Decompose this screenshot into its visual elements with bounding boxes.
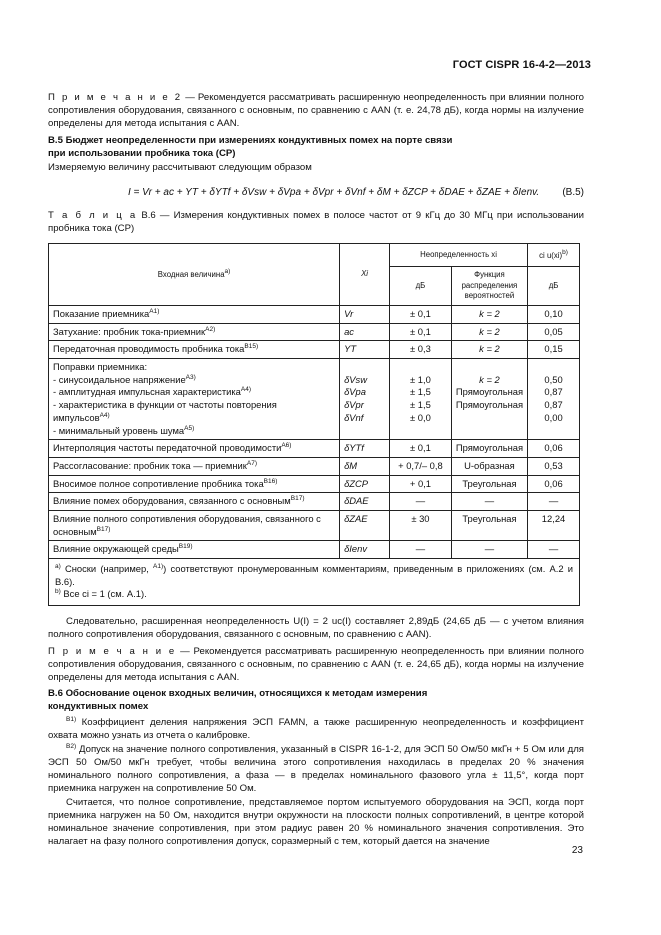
- table-row: Рассогласование: пробник тока — приемник$^{A7)}$ δM + 0,7/– 0,8 U-образная 0,53: [49, 457, 580, 475]
- section-title-line: B.6 Обоснование оценок входных величин, относящихся к методам измерения: [48, 688, 428, 699]
- table-header-row: [49, 244, 580, 267]
- note-text: — Рекомендуется рассматривать расширенную неопределенность при влиянии полного сопротивления оборудования, связанного с основным, по сравнению с AAN (т. е. 24,78 дБ), когда нормы на излучение определены для метода испытания с AAN.: [48, 92, 584, 129]
- note-2: [48, 92, 584, 131]
- section-b5-title: [48, 135, 584, 161]
- note-text: — Рекомендуется рассматривать расширенную неопределенность при влиянии полного сопротивления оборудования, связанного с основным, по сравнению с AAN (т. е. 24,65 дБ), когда нормы на излучение определены для метода испытания с AAN.: [48, 646, 585, 683]
- note: [48, 646, 584, 685]
- formula-text: I = Vr + ac + YT + δYTf + δVsw + δVpa + δVpr + δVnf + δM + δZCP + δDAE + δZAE + δIenv.: [128, 187, 540, 198]
- section-title-line: B.5 Бюджет неопределенности при измерениях кондуктивных помех на порте связи: [48, 135, 453, 146]
- table-row: Влияние полного сопротивления оборудования, связанного с основным$^{B17)}$ δZAE ± 30 Треугольная 12,24: [49, 510, 580, 540]
- header-db: дБ: [390, 267, 452, 306]
- header-uncertainty: Неопределенность xi: [390, 244, 528, 267]
- section-title-line: кондуктивных помех: [48, 700, 149, 712]
- table-caption-text: В.6 — Измерения кондуктивных помех в полосе частот от 9 кГц до 30 МГц при использовании пробника тока (СР): [48, 210, 584, 234]
- table-row: Передаточная проводимость пробника тока$^{B15)}$ YT ± 0,3 k = 2 0,15: [49, 341, 580, 359]
- section-b5-intro: Измеряемую величину рассчитывают следующим образом: [48, 162, 312, 173]
- table-row-receiver-corrections: Поправки приемника: - синусоидальное напряжение$^{A3)}$ - амплитудная импульсная характеристика$^{A4)}$ - характеристика в функции от частоты повторения импульсов$^{A4)}$ - минимальный уровень шума$^{A5)}$ δVsw δVpa δVpr δVnf ± 1,0 ± 1,5 ± 1,5 ± 0,0 k = 2 Прямоугольная Прямоугольная 0,50 0,87 0,87 0,00: [49, 359, 580, 440]
- table-row: Влияние окружающей среды$^{B19)}$ δIenv — — —: [49, 541, 580, 559]
- uncertainty-table: [48, 243, 580, 606]
- table-row: Вносимое полное сопротивление пробника тока$^{B16)}$ δZCP + 0,1 Треугольная 0,06: [49, 475, 580, 493]
- paragraph-b2-continued: Считается, что полное сопротивление, представляемое портом испытуемого оборудования на ЭСП, когда порт приемника нагружен на 50 Ом, находится внутри окружности на плоскости полных сопротивлений, в центре которой номинальное значение сопротивления, при этом радиус равен 20 % номинального значения сопротивления. Это налагает на фазу полного сопротивления допуск, соразмерный с тем, который дается на значение: [48, 797, 584, 847]
- header-db-2: дБ: [528, 267, 580, 306]
- table-row: Затухание: пробник тока-приемник$^{A2)}$ ac ± 0,1 k = 2 0,05: [49, 323, 580, 341]
- table-row: Показание приемника$^{A1)}$ Vr ± 0,1 k = 2 0,10: [49, 306, 580, 324]
- header-ci-u: ci u(xi)$^{b)}$: [528, 244, 580, 267]
- header-distribution: Функция распределения вероятностей: [451, 267, 527, 306]
- section-title-line: при использовании пробника тока (СР): [48, 147, 236, 159]
- note-label: П р и м е ч а н и е: [48, 646, 177, 657]
- note-label: П р и м е ч а н и е 2: [48, 92, 183, 103]
- expanded-uncertainty-paragraph: Следовательно, расширенная неопределенность U(I) = 2 uc(I) составляет 2,89дБ (24,65 дБ — с учетом влияния полного сопротивления оборудования, связанного с основным, по сравнению с AAN).: [48, 616, 584, 640]
- section-b6-title: [48, 688, 584, 714]
- footnote-b: $^{b)}$ Все ci = 1 (см. А.1).: [55, 588, 147, 600]
- header-input: Входная величина$^{a)}$: [49, 244, 340, 306]
- header-xi: Xi: [340, 244, 390, 306]
- table-caption: [48, 210, 584, 236]
- document-header: ГОСТ CISPR 16-4-2—2013: [452, 59, 591, 71]
- paragraph-b2: $^{B2)}$ Допуск на значение полного сопротивления, указанный в CISPR 16-1-2, для ЭСП 50 Ом/50 мкГн + 5 Ом или для ЭСП 50 Ом/50 мкГн требует, чтобы величина этого сопротивления находилась в пределах 20 % значения номинального полного сопротивления, а фаза — в пределах номинального фазового угла ± 11,5°, когда порт приемника нагружен на сопротивление 50 Ом.: [48, 743, 584, 794]
- paragraph-b1: $^{B1)}$ Коэффициент деления напряжения ЭСП FAMN, а также расширенную неопределенность и коэффициент охвата можно узнать из отчета о калибровке.: [48, 716, 584, 741]
- table-caption-label: Т а б л и ц а: [48, 210, 138, 221]
- table-footnotes: [49, 559, 580, 606]
- page-number: 23: [571, 845, 583, 856]
- table-row: Интерполяция частоты передаточной проводимости$^{A6)}$ δYTf ± 0,1 Прямоугольная 0,06: [49, 440, 580, 458]
- table-row: Влияние помех оборудования, связанного с основным$^{B17)}$ δDAE — — —: [49, 493, 580, 511]
- formula-number: (B.5): [562, 187, 584, 198]
- footnote-a: $^{a)}$ Сноски (например, $^{A1)}$) соответствуют пронумерованным комментариям, приведенным в приложениях (см. А.2 и В.6).: [55, 563, 573, 587]
